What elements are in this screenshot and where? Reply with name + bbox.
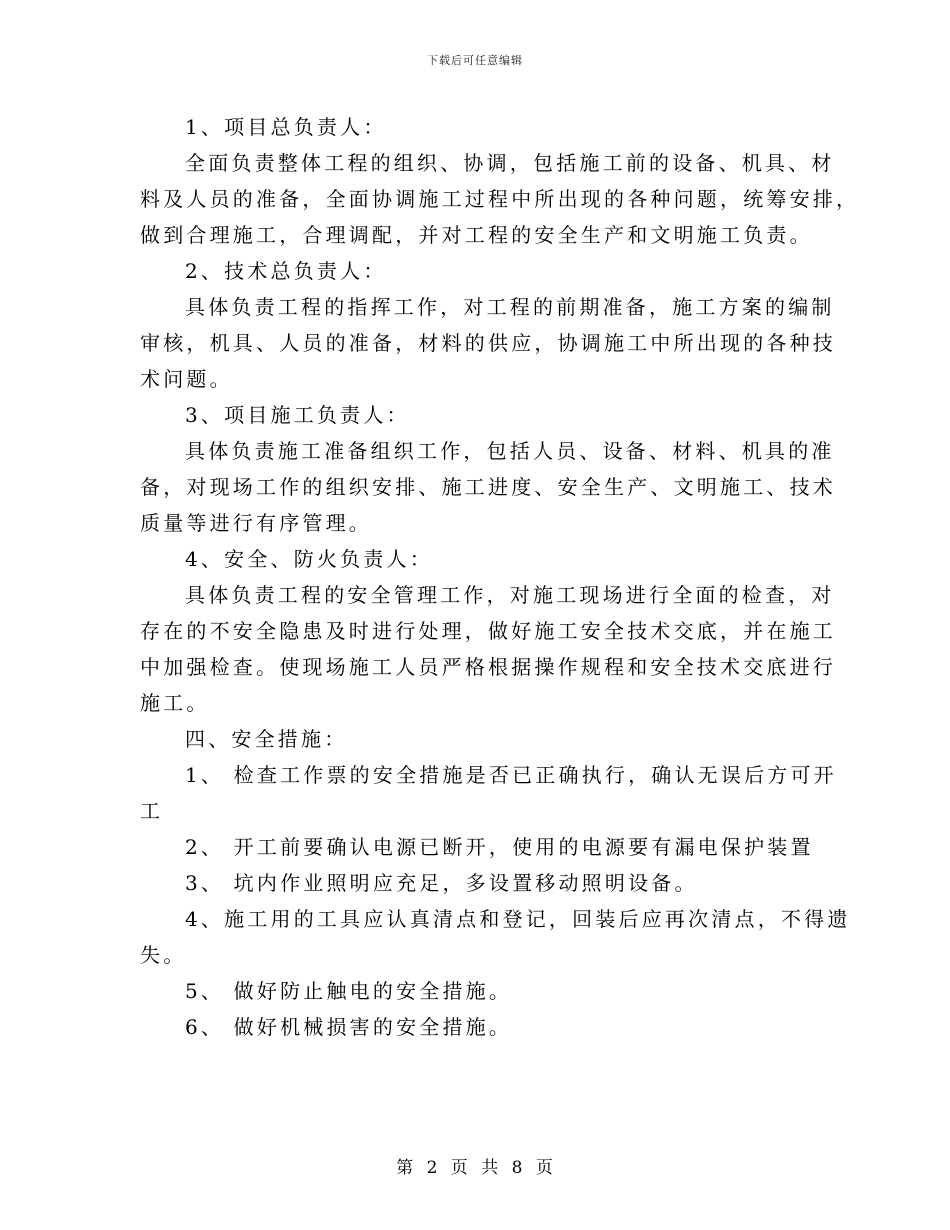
paragraph-line: 全面负责整体工程的组织、协调，包括施工前的设备、机具、材 <box>185 151 835 175</box>
page-footer: 第 2 页 共 8 页 <box>396 1158 554 1178</box>
section-heading-safety-measures: 四、安全措施： <box>185 727 348 751</box>
paragraph-line: 备，对现场工作的组织安排、施工进度、安全生产、文明施工、技术 <box>140 475 836 499</box>
list-item: 3、 坑内作业照明应充足，多设置移动照明设备。 <box>185 871 698 895</box>
paragraph-line: 具体负责工程的指挥工作，对工程的前期准备，施工方案的编制 <box>185 295 835 319</box>
list-item: 5、 做好防止触电的安全措施。 <box>185 979 513 1003</box>
section-heading-construction-manager: 3、项目施工负责人： <box>185 403 410 427</box>
paragraph-line: 中加强检查。使现场施工人员严格根据操作规程和安全技术交底进行 <box>140 655 836 679</box>
paragraph-line: 术问题。 <box>140 367 233 391</box>
list-item: 2、 开工前要确认电源已断开，使用的电源要有漏电保护装置 <box>185 835 814 859</box>
paragraph-line: 料及人员的准备，全面协调施工过程中所出现的各种问题，统筹安排， <box>140 187 860 211</box>
document-body <box>140 109 860 1045</box>
paragraph-line: 审核，机具、人员的准备，材料的供应，协调施工中所出现的各种技 <box>140 331 836 355</box>
paragraph-line: 存在的不安全隐患及时进行处理，做好施工安全技术交底，并在施工 <box>140 619 836 643</box>
paragraph-line: 具体负责工程的安全管理工作，对施工现场进行全面的检查，对 <box>185 583 835 607</box>
list-item-continuation: 失。 <box>140 943 187 967</box>
section-heading-safety-fire-manager: 4、安全、防火负责人： <box>185 547 433 571</box>
section-heading-project-manager: 1、项目总负责人： <box>185 115 387 139</box>
paragraph-line: 施工。 <box>140 691 210 715</box>
paragraph-line: 做到合理施工，合理调配，并对工程的安全生产和文明施工负责。 <box>140 223 813 247</box>
section-heading-technical-manager: 2、技术总负责人： <box>185 259 387 283</box>
paragraph-line: 具体负责施工准备组织工作，包括人员、设备、材料、机具的准 <box>185 439 835 463</box>
paragraph-line: 质量等进行有序管理。 <box>140 511 372 535</box>
list-item: 6、 做好机械损害的安全措施。 <box>185 1015 513 1039</box>
list-item: 1、 检查工作票的安全措施是否已正确执行，确认无误后方可开 <box>185 763 837 787</box>
list-item: 4、施工用的工具应认真清点和登记，回装后应再次清点，不得遗 <box>185 907 851 931</box>
list-item-continuation: 工 <box>140 799 164 823</box>
page-header: 下载后可任意编辑 <box>427 54 523 67</box>
